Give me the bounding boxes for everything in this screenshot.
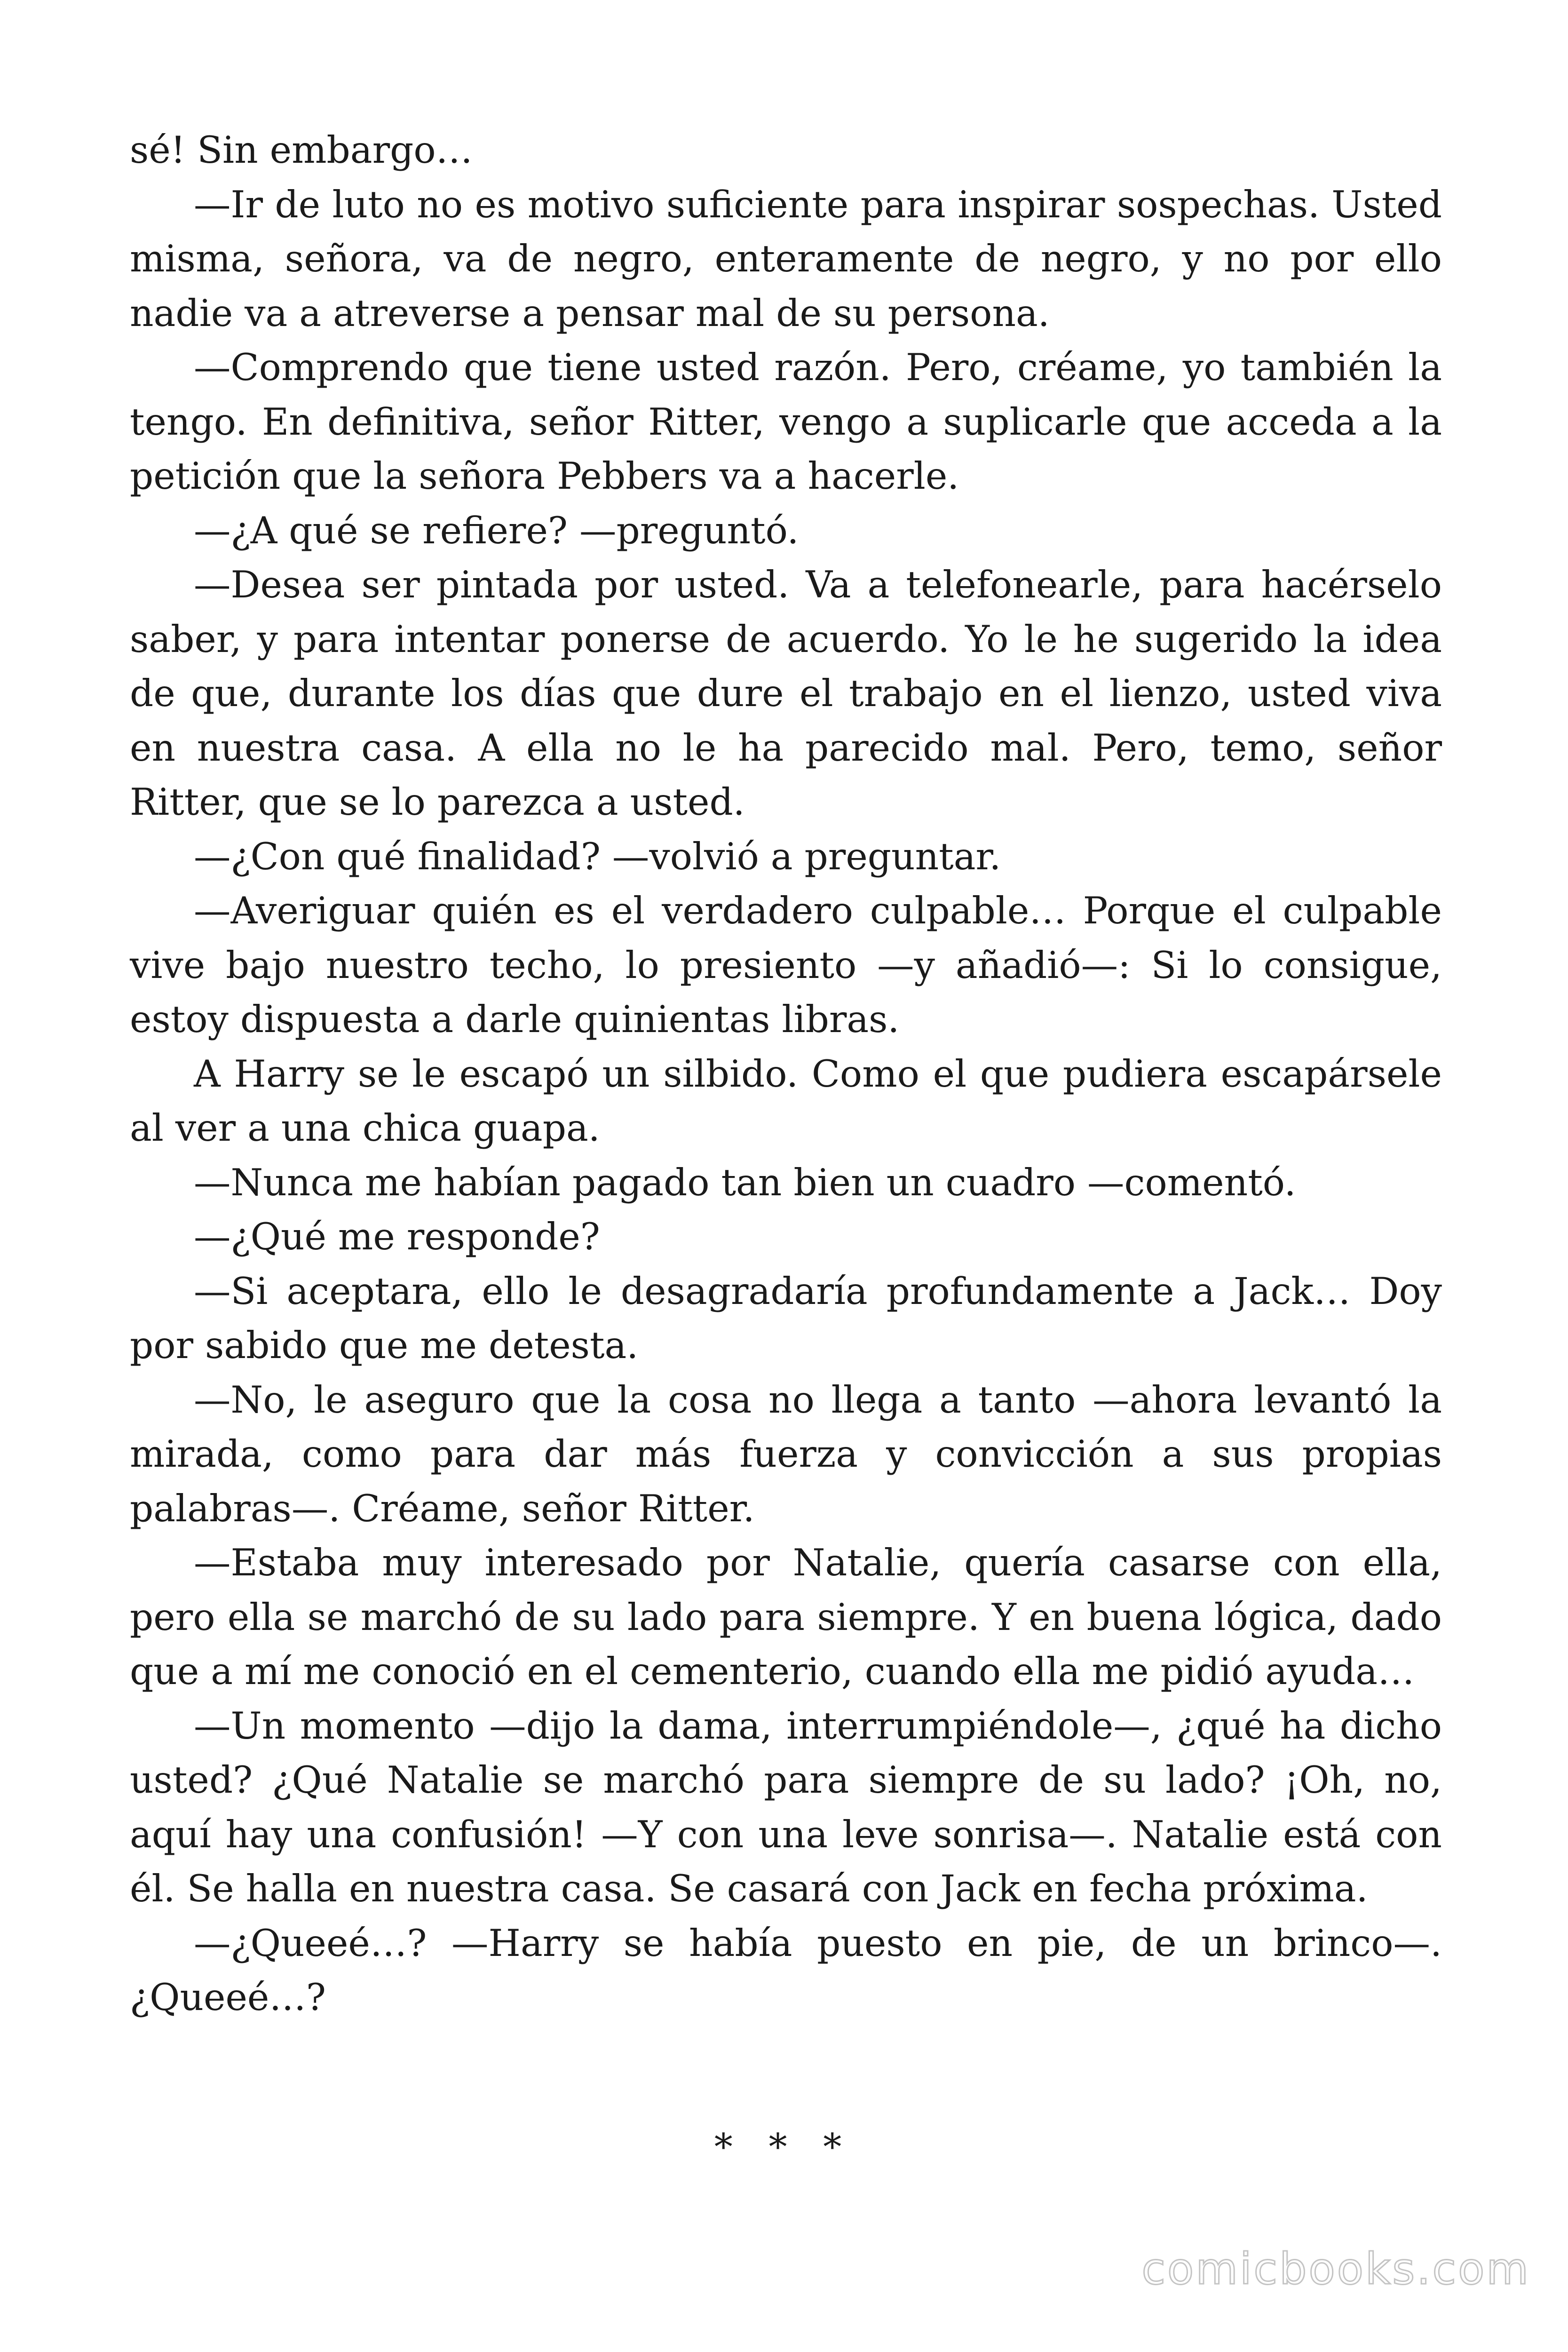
watermark: comicbooks.com bbox=[1141, 2244, 1530, 2294]
paragraph: —¿Con qué finalidad? —volvió a preguntar. bbox=[194, 834, 1001, 878]
paragraph: —Comprendo que tiene usted razón. Pero, créame, yo también la tengo. En definitiva, señor Ritter, vengo a suplicarle que acceda a la petición que la señora Pebbers va a hacerle. bbox=[130, 346, 1442, 498]
paragraph: —Estaba muy interesado por Natalie, quería casarse con ella, pero ella se marchó de su lado para siempre. Y en buena lógica, dado que a mí me conoció en el cementerio, cuando ella me pidió ayuda… bbox=[130, 1541, 1442, 1693]
paragraph: —Nunca me habían pagado tan bien un cuadro —comentó. bbox=[194, 1160, 1296, 1204]
page-text bbox=[130, 123, 1442, 2025]
paragraph: —Desea ser pintada por usted. Va a telefonearle, para hacérselo saber, y para intentar ponerse de acuerdo. Yo le he sugerido la idea de que, durante los días que dure el trabajo en el lienzo, usted viva en nuestra casa. A ella no le ha parecido mal. Pero, temo, señor Ritter, que se lo parezca a usted. bbox=[130, 563, 1442, 824]
scene-separator: * * * bbox=[714, 2126, 854, 2169]
paragraph: —Ir de luto no es motivo suficiente para inspirar sospechas. Usted misma, señora, va de negro, enteramente de negro, y no por ello nadie va a atreverse a pensar mal de su persona. bbox=[130, 183, 1442, 335]
paragraph: sé! Sin embargo… bbox=[130, 128, 473, 172]
paragraph: —¿Queeé…? —Harry se había puesto en pie, de un brinco—. ¿Queeé…? bbox=[130, 1921, 1442, 2019]
paragraph: —Averiguar quién es el verdadero culpable… Porque el culpable vive bajo nuestro techo, lo presiento —y añadió—: Si lo consigue, estoy dispuesta a darle quinientas libras. bbox=[130, 889, 1442, 1041]
paragraph: —Un momento —dijo la dama, interrumpiéndole—, ¿qué ha dicho usted? ¿Qué Natalie se marchó para siempre de su lado? ¡Oh, no, aquí hay una confusión! —Y con una leve sonrisa—. Natalie está con él. Se halla en nuestra casa. Se casará con Jack en fecha próxima. bbox=[130, 1704, 1442, 1910]
paragraph: —Si aceptara, ello le desagradaría profundamente a Jack… Doy por sabido que me detesta. bbox=[130, 1269, 1442, 1367]
paragraph: —¿Qué me responde? bbox=[194, 1215, 600, 1258]
paragraph: A Harry se le escapó un silbido. Como el que pudiera escapársele al ver a una chica guapa. bbox=[130, 1052, 1442, 1150]
paragraph: —¿A qué se refiere? —preguntó. bbox=[194, 509, 799, 552]
paragraph: —No, le aseguro que la cosa no llega a tanto —ahora levantó la mirada, como para dar más fuerza y convicción a sus propias palabras—. Créame, señor Ritter. bbox=[130, 1378, 1442, 1530]
